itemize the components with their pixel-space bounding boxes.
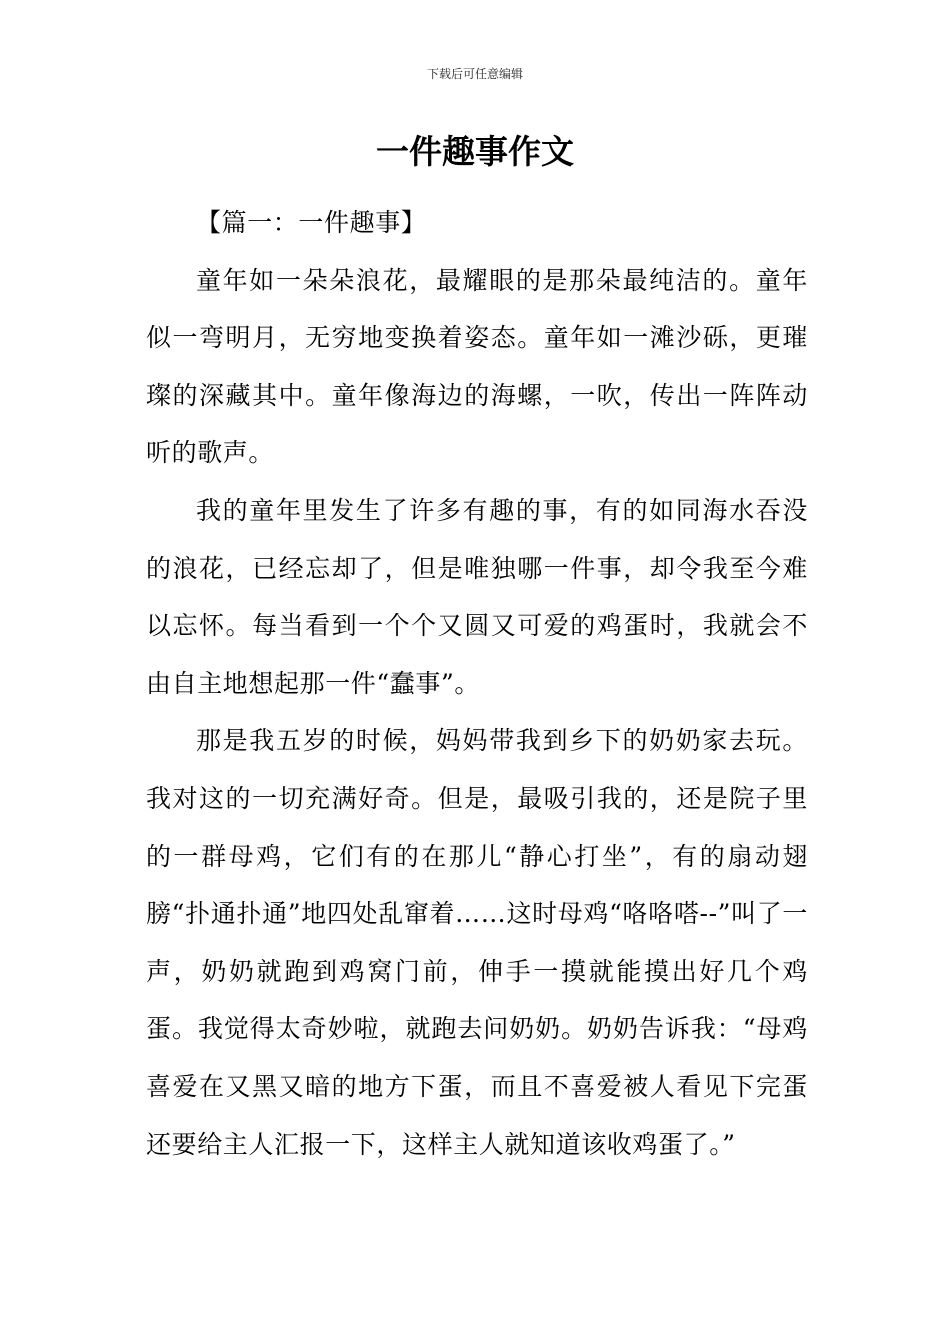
document-body (146, 194, 808, 1173)
header-note: 下载后可任意编辑 (426, 67, 523, 81)
paragraph-1: 童年如一朵朵浪花，最耀眼的是那朵最纯洁的。童年似一弯明月，无穷地变换着姿态。童年如一滩沙砾，更璀璨的深藏其中。童年像海边的海螺，一吹，传出一阵阵动听的歌声。 (146, 265, 808, 468)
paragraph-3: 那是我五岁的时候，妈妈带我到乡下的奶奶家去玩。我对这的一切充满好奇。但是，最吸引我的，还是院子里的一群母鸡，它们有的在那儿“静心打坐”，有的扇动翅膀“扑通扑通”地四处乱窜着……这时母鸡“咯咯嗒--”叫了一声，奶奶就跑到鸡窝门前，伸手一摸就能摸出好几个鸡蛋。我觉得太奇妙啦，就跑去问奶奶。奶奶告诉我：“母鸡喜爱在又黑又暗的地方下蛋，而且不喜爱被人看见下完蛋还要给主人汇报一下，这样主人就知道该收鸡蛋了。” (146, 726, 808, 1159)
document-title: 一件趣事作文 (376, 132, 574, 171)
section-heading: 【篇一：一件趣事】 (196, 208, 427, 237)
paragraph-2: 我的童年里发生了许多有趣的事，有的如同海水吞没的浪花，已经忘却了，但是唯独哪一件事，却令我至今难以忘怀。每当看到一个个又圆又可爱的鸡蛋时，我就会不由自主地想起那一件“蠢事”。 (146, 495, 808, 698)
